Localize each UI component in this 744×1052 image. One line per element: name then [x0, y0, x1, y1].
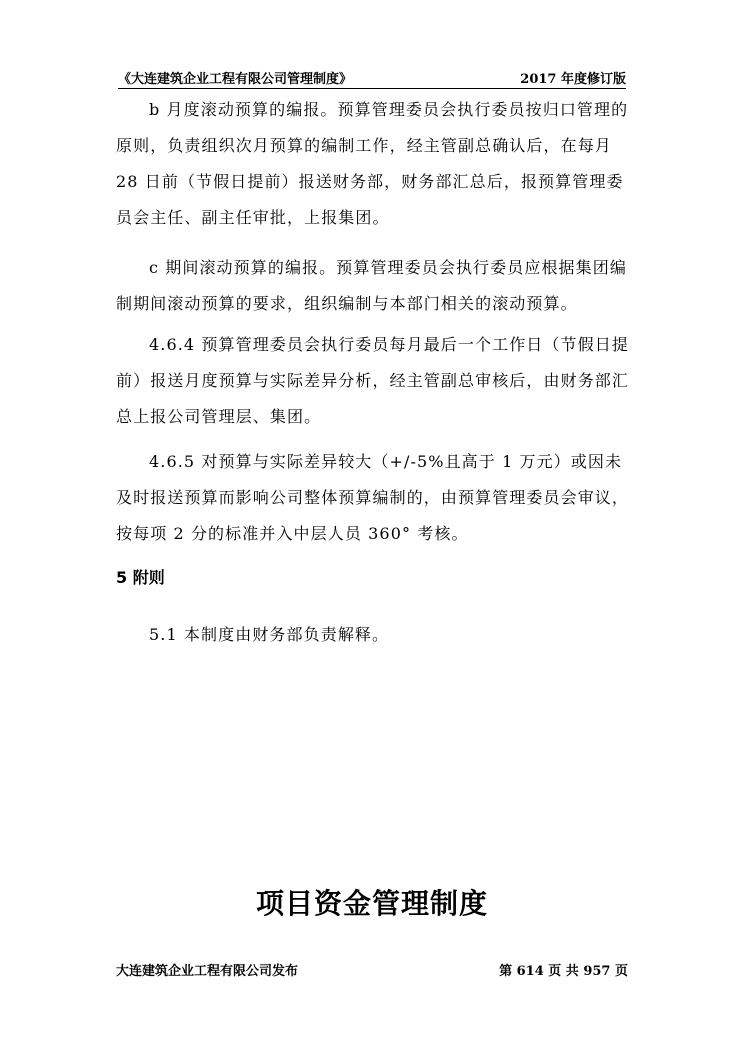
header-document-title: 《大连建筑企业工程有限公司管理制度》 [118, 72, 353, 87]
footer-page-number: 第 614 页 共 957 页 [499, 964, 628, 979]
paragraph-5-1 [116, 617, 630, 653]
page-header [118, 66, 626, 89]
paragraph-monthly-budget [116, 92, 630, 236]
paragraph-text: b 月度滚动预算的编报。预算管理委员会执行委员按归口管理的原则，负责组织次月预算的编制工作，经主管副总确认后，在每月 28 日前（节假日提前）报送财务部，财务部汇总后，报预算管理委员会主任、副主任审批，上报集团。 [116, 100, 629, 227]
header-edition: 2017 年度修订版 [520, 72, 626, 87]
section-heading-appendix: 5 附则 [116, 568, 165, 587]
paragraph-4-6-5 [116, 444, 630, 552]
footer-publisher: 大连建筑企业工程有限公司发布 [116, 964, 299, 979]
paragraph-period-budget [116, 250, 630, 322]
paragraph-text: 4.6.4 预算管理委员会执行委员每月最后一个工作日（节假日提前）报送月度预算与实际差异分析，经主管副总审核后，由财务部汇总上报公司管理层、集团。 [116, 335, 630, 426]
paragraph-text: c 期间滚动预算的编报。预算管理委员会执行委员应根据集团编制期间滚动预算的要求，组织编制与本部门相关的滚动预算。 [116, 258, 627, 313]
paragraph-text: 4.6.5 对预算与实际差异较大（+/-5%且高于 1 万元）或因未及时报送预算而影响公司整体预算编制的，由预算管理委员会审议，按每项 2 分的标准并入中层人员 360° 考核。 [116, 452, 630, 543]
page-footer [116, 960, 628, 980]
paragraph-4-6-4 [116, 327, 630, 435]
paragraph-text: 5.1 本制度由财务部负责解释。 [149, 625, 390, 644]
next-chapter-title: 项目资金管理制度 [255, 887, 488, 920]
